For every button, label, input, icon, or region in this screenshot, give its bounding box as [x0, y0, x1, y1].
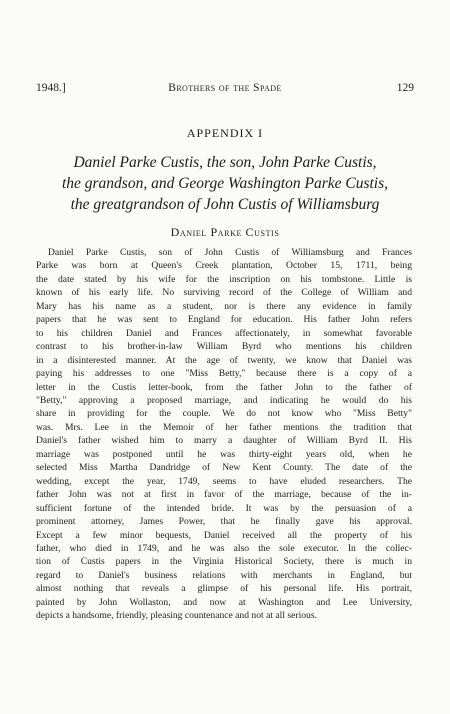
text-line: Daniel's father wished him to marry a daughter of William Byrd II. His: [36, 435, 412, 447]
text-line: depicts a handsome, friendly, pleasing countenance and not at all serious.: [36, 610, 317, 622]
text-line: was. Mrs. Lee in the Memoir of her father mentions the tradition that: [36, 421, 412, 433]
running-head-year: 1948.]: [36, 82, 66, 94]
text-line: prominent attorney, James Power, that he finally gave his approval.: [36, 516, 412, 528]
running-head: [36, 80, 414, 96]
text-line: letter in the Custis letter-book, from the father John to the father of: [36, 381, 412, 393]
text-line: paying his addresses to one "Miss Betty," because there is a copy of a: [36, 368, 412, 380]
text-line: Parke was born at Queen's Creek plantation, October 15, 1711, being: [36, 260, 412, 272]
text-line: selected Miss Martha Dandridge of New Kent County. The date of the: [36, 462, 412, 474]
appendix-title: APPENDIX I: [186, 126, 264, 140]
running-head-title: Brothers of the Spade: [168, 82, 282, 94]
text-line: contrast to his brother-in-law William Byrd who mentions his children: [36, 341, 412, 353]
section-heading: Daniel Parke Custis: [170, 225, 280, 239]
text-line: Daniel Parke Custis, son of John Custis of Williamsburg and Frances: [48, 247, 412, 258]
text-line: father John was not at first in favor of the marriage, because of the in-: [36, 489, 412, 501]
text-line: marriage was postponed until he was thirty-eight years old, when he: [36, 448, 412, 460]
text-line: to his children Daniel and Frances affectionately, in somewhat favorable: [36, 327, 412, 339]
text-line: "Betty," approving a proposed marriage, and indicating he would do his: [36, 394, 412, 406]
chapter-title-line: Daniel Parke Custis, the son, John Parke Custis,: [73, 154, 377, 171]
chapter-title: [30, 152, 420, 215]
chapter-title-line: the greatgrandson of John Custis of Williamsburg: [70, 196, 380, 213]
page-number: 129: [396, 82, 414, 94]
text-line: papers that he was sent to England for education. His father John refers: [36, 314, 412, 326]
body-paragraph: [36, 246, 412, 623]
text-line: father, who died in 1749, and he was also the sole executor. In the collec-: [36, 542, 412, 554]
text-line: regard to Daniel's business relations with merchants in England, but: [36, 569, 412, 581]
text-line: Mary has his name as a student, nor is there any evidence in family: [36, 300, 412, 312]
text-line: share in providing for the couple. We do not know who "Miss Betty": [36, 408, 412, 420]
text-line: almost nothing that reveals a glimpse of his personal life. His portrait,: [36, 583, 412, 595]
text-line: known of his early life. No surviving record of the College of William and: [36, 287, 412, 299]
text-line: sufficient fortune of the intended bride. It was by the persuasion of a: [36, 502, 412, 514]
text-line: tion of Custis papers in the Virginia Historical Society, there is much in: [36, 556, 412, 568]
text-line: Except a few minor bequests, Daniel received all the property of his: [36, 529, 412, 541]
text-line: in a disinterested manner. At the age of twenty, we know that Daniel was: [36, 354, 412, 366]
text-line: wedding, except the year, 1749, seems to have eluded researchers. The: [36, 475, 412, 487]
chapter-title-line: the grandson, and George Washington Parke Custis,: [61, 175, 389, 192]
text-line: the date stated by his wife for the inscription on his tombstone. Little is: [36, 273, 412, 285]
text-line: painted by John Wollaston, and now at Washington and Lee University,: [36, 596, 412, 608]
